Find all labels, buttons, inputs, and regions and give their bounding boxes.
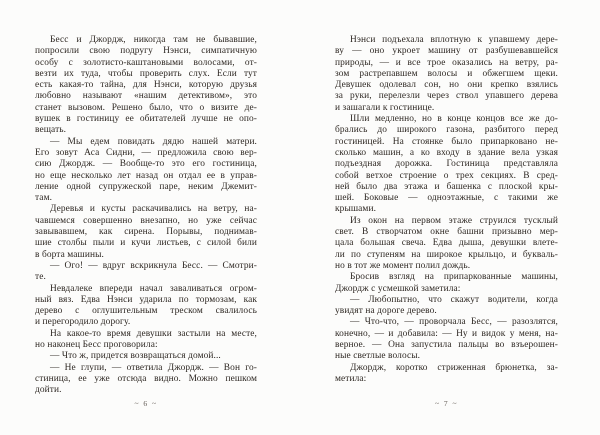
- text-line: ные светлые волосы.: [335, 351, 421, 362]
- paragraph: [35, 329, 257, 352]
- text-line: свет. В створчатом окне башни призывно мер-: [335, 227, 558, 238]
- text-line: зом растрепавшем волосы и обжегшем щеки.: [335, 68, 558, 79]
- text-line: На какое-то время девушки застыли на месте,: [50, 328, 257, 339]
- text-line: Джордж с усмешкой заметила:: [335, 283, 461, 294]
- paragraph: [35, 363, 257, 397]
- text-line: в борта машины.: [35, 249, 104, 260]
- text-line: шие столбы пыли и кучи листьев, с силой били: [35, 238, 257, 249]
- text-line: ней было два этажа и башенка с плоской кры-: [335, 181, 558, 192]
- text-line: особу с золотисто-каштановыми волосами, от-: [35, 57, 257, 68]
- paragraph: [35, 35, 257, 137]
- text-line: Его зовут Аса Сидни, — предложила свою вер-: [35, 147, 257, 158]
- paragraph: [35, 261, 257, 284]
- text-line: Деревья и кусты раскачивались на ветру, на-: [50, 204, 257, 215]
- text-line: подъездная дорожка. Гостиница представляла: [335, 159, 558, 170]
- text-line: сколько машин, а ко входу в здание вела узкая: [335, 147, 558, 158]
- text-line: Бросив взгляд на припаркованные машины,: [350, 272, 558, 283]
- page-right: [335, 0, 558, 435]
- text-line: любовно называют «нашим детективом», это: [35, 91, 257, 102]
- text-line: брались до широкого газона, разбитого перед: [335, 125, 558, 136]
- text-line: ный вяз. Едва Нэнси ударила по тормозам, как: [35, 294, 257, 305]
- text-line: есть какая-то тайна, для Нэнси, которую друзья: [35, 80, 257, 91]
- paragraph: [35, 137, 257, 205]
- paragraph: [335, 317, 558, 362]
- text-line: и зашагали к гостинице.: [335, 102, 435, 113]
- paragraph: [35, 284, 257, 329]
- text-line: Бесс и Джордж, никогда там не бывавшие,: [50, 35, 257, 45]
- text-line: шей. Боковые — одноэтажные, с такими же: [335, 193, 558, 204]
- text-line: но еще несколько лет назад он отдал ее в управ-: [35, 170, 257, 181]
- paragraph: [335, 272, 558, 295]
- text-line: Невдалеке впереди начал заваливаться огром-: [50, 283, 257, 294]
- paragraph: [35, 351, 257, 362]
- text-line: Шли медленно, но в конце концов все же до-: [350, 114, 558, 125]
- text-line: станет вызовом. Решено было, что о визите де-: [35, 102, 257, 113]
- text-line: сию Джордж. — Вообще-то это его гостиница,: [35, 159, 257, 170]
- text-line: везти их туда, чтобы проверить слух. Если тут: [35, 68, 257, 79]
- text-line: вещать.: [35, 125, 67, 136]
- text-line: дойти.: [35, 385, 62, 396]
- text-line: Нэнси подъехала вплотную к упавшему дере-: [350, 35, 558, 45]
- paragraph: [35, 204, 257, 260]
- text-line: — Мы едем повидать дядю нашей матери.: [50, 136, 257, 147]
- paragraph: [335, 295, 558, 318]
- paragraph: [335, 114, 558, 216]
- page-number-left: ~ 6 ~: [134, 399, 158, 408]
- text-line: Из окон на первом этаже струился тусклый: [350, 215, 558, 226]
- text-line: но наконец Бесс проговорила:: [35, 340, 158, 351]
- text-line: ли по ступеням на широкое крыльцо, и букваль-: [335, 249, 558, 260]
- text-line: ление одной супружеской паре, неким Джемит-: [35, 181, 257, 192]
- text-line: природы, — и все трое оказались на ветру, ра-: [335, 57, 558, 68]
- text-line: но в тот же момент полил дождь.: [335, 260, 471, 271]
- text-line: те.: [35, 272, 46, 283]
- text-line: дерево с оглушительным треском свалилось: [35, 306, 257, 317]
- paragraph: [335, 35, 558, 114]
- text-line: — Любопытно, что скажут водители, когда: [350, 294, 558, 305]
- page-left: [35, 0, 257, 435]
- text-line: — Что-что, — проворчала Бесс, — разозлятся,: [350, 317, 558, 328]
- text-line: стиница, ее уже отсюда видно. Можно пешком: [35, 373, 257, 384]
- text-line: там.: [35, 193, 53, 204]
- text-line: метила:: [335, 373, 367, 384]
- text-line: — Что ж, придется возвращаться домой...: [50, 351, 221, 362]
- text-line: чавшемся совершенно внезапно, но уже сейчас: [35, 215, 257, 226]
- text-line: — Ого! — вдруг вскрикнула Бесс. — Смотри-: [50, 260, 257, 271]
- text-line: цала большая свеча. Едва дыша, девушки влете-: [335, 238, 558, 249]
- text-line: верное. — Она запустила пальцы во взъерошен-: [335, 340, 558, 351]
- text-line: вушек в гостиницу ее обитателей лучше не опо-: [35, 114, 257, 125]
- paragraph: [335, 363, 558, 386]
- text-line: попросили свою подругу Нэнси, симпатичную: [35, 46, 257, 57]
- text-line: Девушек одолевал сон, но они крепко взялись: [335, 80, 558, 91]
- text-line: за руки, перелезли через ствол упавшего дерева: [335, 91, 558, 102]
- text-line: собой ветхое строение о трех секциях. В сред-: [335, 170, 558, 181]
- page-number-right: ~ 7 ~: [434, 399, 459, 408]
- text-line: крышами.: [335, 204, 377, 215]
- page-left-text: [35, 35, 257, 397]
- text-line: конечно, — и добавила: — Ну и видок у меня, на-: [335, 328, 558, 339]
- text-line: увидят на дороге дерево.: [335, 306, 437, 317]
- text-line: завывавшем, как сирена. Порывы, поднимав-: [35, 227, 257, 238]
- text-line: гостиницей. На стоянке было припарковано не-: [335, 136, 558, 147]
- text-line: Джордж, коротко стриженная брюнетка, за-: [350, 362, 558, 373]
- text-line: и перегородило дорогу.: [35, 317, 131, 328]
- paragraph: [335, 216, 558, 272]
- page-right-text: [335, 35, 558, 385]
- text-line: — Не глупи, — ответила Джордж. — Вон го-: [50, 362, 257, 373]
- text-line: ву — оно укроет машину от разбушевавшейся: [335, 46, 558, 57]
